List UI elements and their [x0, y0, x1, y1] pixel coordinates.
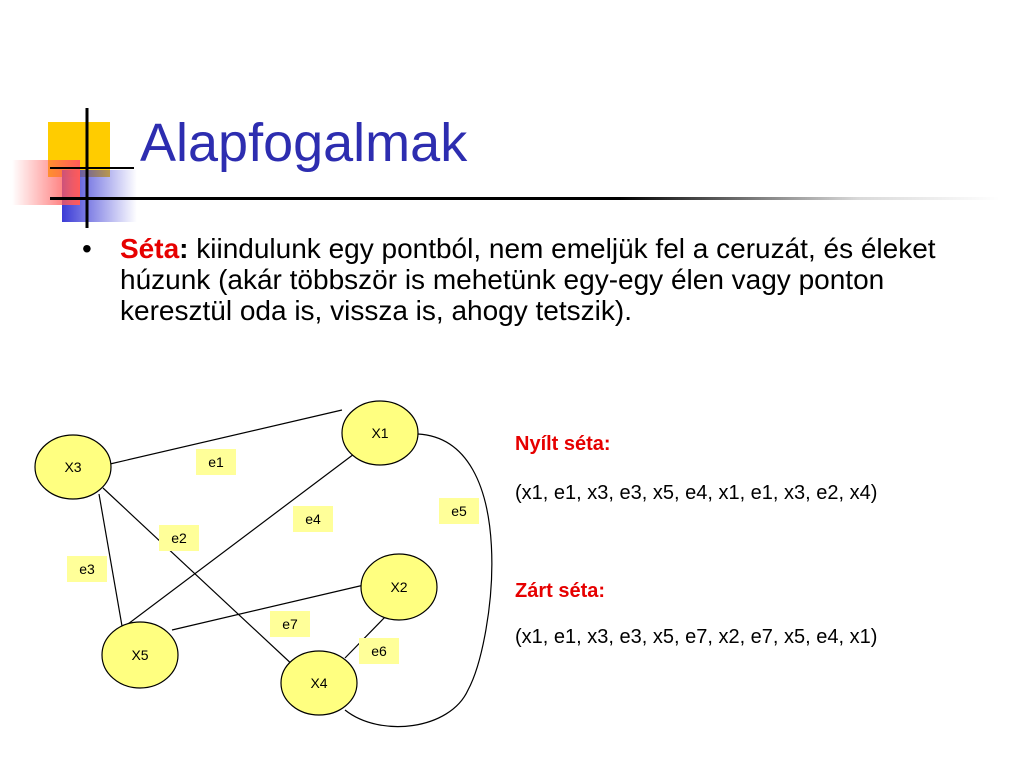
edge-label-e6 — [359, 638, 399, 664]
edge-label-e5 — [439, 498, 479, 524]
svg-text:e6: e6 — [371, 643, 387, 659]
edge-label-e3 — [67, 556, 107, 582]
edge-label-e1 — [196, 449, 236, 475]
edge-label-e2 — [159, 525, 199, 551]
edge-e7 — [172, 585, 364, 630]
node-label-x4: X4 — [310, 675, 328, 691]
bullet-term: Séta — [120, 233, 180, 264]
node-label-x3: X3 — [64, 459, 82, 475]
node-x5 — [102, 622, 178, 688]
svg-text:e5: e5 — [451, 503, 467, 519]
svg-text:e3: e3 — [79, 561, 95, 577]
bullet-term-colon: : — [179, 233, 189, 264]
closed-walk-heading: Zárt séta: — [515, 580, 606, 602]
svg-text:e2: e2 — [171, 530, 187, 546]
node-x3 — [35, 435, 111, 499]
node-label-x5: X5 — [131, 647, 149, 663]
node-label-x2: X2 — [390, 579, 408, 595]
open-walk-sequence: (x1, e1, x3, e3, x5, e4, x1, e1, x3, e2, x4) — [515, 482, 878, 504]
node-x2 — [361, 554, 437, 620]
bullet-dot-icon: • — [82, 233, 92, 264]
node-x1 — [342, 401, 418, 465]
edge-label-e4 — [293, 506, 333, 532]
slide-title: Alapfogalmak — [140, 113, 468, 173]
node-x4 — [281, 651, 357, 715]
open-walk-heading: Nyílt séta: — [515, 433, 611, 455]
svg-text:e1: e1 — [208, 454, 224, 470]
svg-text:e7: e7 — [282, 616, 298, 632]
svg-text:e4: e4 — [305, 511, 321, 527]
closed-walk-sequence: (x1, e1, x3, e3, x5, e7, x2, e7, x5, e4, x1) — [515, 626, 878, 648]
edge-label-e7 — [270, 611, 310, 637]
bullet-definition: kiindulunk egy pontból, nem emeljük fel a ceruzát, és éleket húzunk (akár többször is mehetünk egy-egy élen vagy ponton keresztül oda is, vissza is, ahogy tetszik). — [120, 233, 936, 326]
node-label-x1: X1 — [371, 425, 389, 441]
